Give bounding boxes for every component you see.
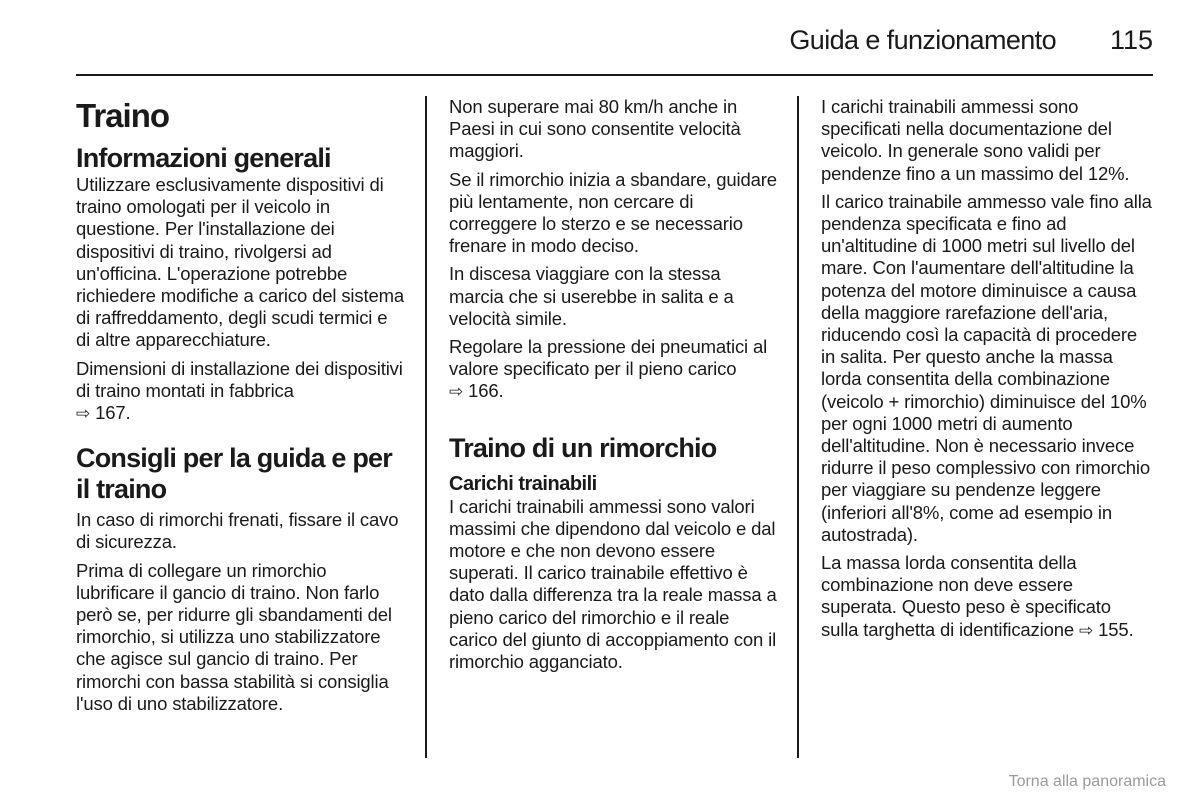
paragraph: I carichi trainabili ammessi sono valori massimi che dipendono dal veicolo e dal motore e che non devono essere superati. Il carico trainabile effettivo è dato dalla differenza tra la reale massa a pieno carico del rimorchio e il reale carico del giunto di accoppiamento con il rimorchio agganciato. xyxy=(449,495,777,673)
paragraph: Il carico trainabile ammesso vale fino alla pendenza specificata e fino ad un'altitudine di 1000 metri sul livello del mare. Con l'aumentare dell'altitudine la potenza del motore diminuisce a causa della maggiore rarefazione dell'aria, riducendo così la capacità di procedere in salita. Per questo anche la massa lorda consentita della combinazione (veicolo + rimorchio) diminuisce del 10% per ogni 1000 metri di aumento dell'altitudine. Non è necessario invece ridurre il peso complessivo con rimorchio per viaggiare su pendenze leggere (inferiori all'8%, come ad esempio in autostrada). xyxy=(821,190,1152,545)
paragraph: La massa lorda consentita della combinazione non deve essere superata. Questo peso è specificato sulla targhetta di identificazione ⇨ 155. xyxy=(821,552,1134,640)
paragraph: Dimensioni di installazione dei dispositivi di traino montati in fabbrica ⇨ 167. xyxy=(76,357,403,424)
back-to-overview-link[interactable]: Torna alla panoramica xyxy=(1008,773,1166,790)
page-reference[interactable]: ⇨ 166. xyxy=(449,380,504,402)
header-rule xyxy=(76,74,1153,76)
column-1 xyxy=(76,96,406,721)
running-header-title: Guida e funzionamento xyxy=(789,25,1056,55)
paragraph: Regolare la pressione dei pneumatici al valore specificato per il pieno carico ⇨ 166. xyxy=(449,336,768,402)
chapter-title: Traino xyxy=(76,97,170,134)
heading-general-info: Informazioni generali xyxy=(76,143,331,173)
paragraph: In discesa viaggiare con la stessa marcia che si userebbe in salita e a velocità simile. xyxy=(449,263,734,329)
paragraph: In caso di rimorchi frenati, fissare il cavo di sicurezza. xyxy=(76,509,399,553)
heading-driving-tips: Consigli per la guida e per il traino xyxy=(76,443,392,505)
column-3 xyxy=(821,96,1153,648)
page-reference[interactable]: ⇨ 167. xyxy=(76,402,131,424)
page-reference-arrow-icon: ⇨ xyxy=(1079,620,1094,640)
paragraph: Prima di collegare un rimorchio lubrificare il gancio di traino. Non farlo però se, per ridurre gli sbandamenti del rimorchio, si utilizza uno stabilizzatore che agisce sul gancio di traino. Per rimorchi con bassa stabilità si consiglia l'uso di uno stabilizzatore. xyxy=(76,559,392,714)
paragraph: I carichi trainabili ammessi sono specificati nella documentazione del veicolo. In generale sono validi per pendenze fino a un massimo del 12%. xyxy=(821,96,1130,184)
heading-towing-trailer: Traino di un rimorchio xyxy=(449,432,717,463)
page-reference[interactable]: ⇨ 155. xyxy=(1079,618,1134,640)
paragraph: Se il rimorchio inizia a sbandare, guidare più lentamente, non cercare di correggere lo sterzo e se necessario frenare in modo deciso. xyxy=(449,168,777,257)
column-2 xyxy=(449,96,780,679)
page-number: 115 xyxy=(1109,25,1153,55)
paragraph: Utilizzare esclusivamente dispositivi di traino omologati per il veicolo in questione. Per l'installazione dei dispositivi di traino, rivolgersi ad un'officina. L'operazione potrebbe richiedere modifiche a carico del sistema di raffreddamento, degli scudi termici e di altre apparecchiature. xyxy=(76,174,405,351)
column-divider xyxy=(425,96,427,758)
page-reference-arrow-icon: ⇨ xyxy=(76,404,91,424)
column-divider xyxy=(797,96,799,758)
paragraph: Non superare mai 80 km/h anche in Paesi in cui sono consentite velocità maggiori. xyxy=(449,96,741,162)
page-reference-arrow-icon: ⇨ xyxy=(449,382,464,402)
subheading-towable-loads: Carichi trainabili xyxy=(449,472,597,495)
